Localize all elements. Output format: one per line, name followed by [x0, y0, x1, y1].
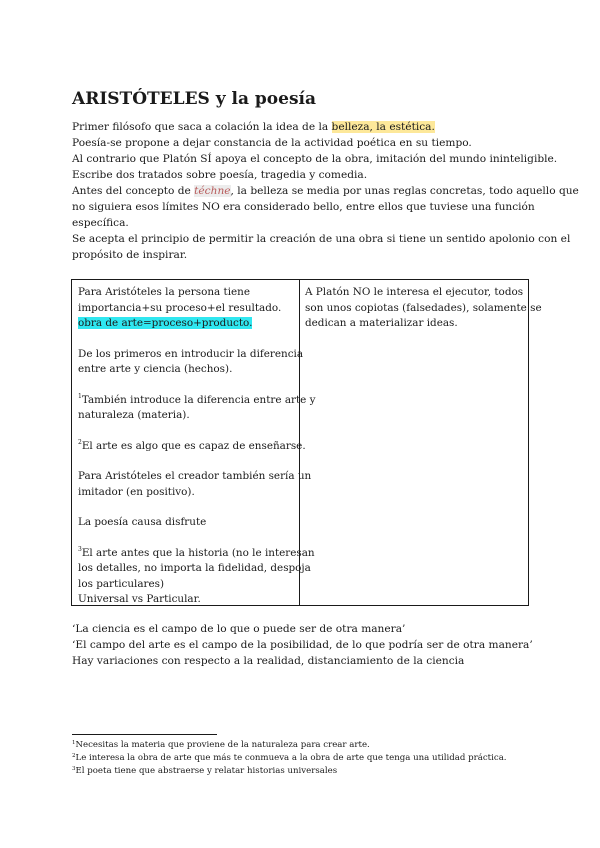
footnote-2	[72, 752, 507, 764]
cell-line: son unos copiotas (falsedades), solamente se	[305, 301, 542, 314]
intro-line-6: no siguiera esos límites NO era considerado bello, entre ellos que tuviese una función	[72, 201, 535, 213]
table-cell-platon	[305, 285, 542, 332]
table-cell-aristoteles	[78, 285, 316, 608]
cell-line: importancia+su proceso+el resultado.	[78, 301, 282, 314]
cell-line: dedican a materializar ideas.	[305, 317, 458, 329]
cell-line: naturaleza (materia).	[78, 409, 190, 421]
footnote-number: 3	[72, 766, 76, 772]
cell-text: El arte antes que la historia (no le interesan	[81, 546, 315, 559]
intro-line-8: Se acepta el principio de permitir la creación de una obra si tiene un sentido apolonio con el	[72, 233, 571, 245]
intro-line-2: Poesía-se propone a dejar constancia de la actividad poética en su tiempo.	[72, 137, 472, 149]
footnote-ref-1[interactable]: 1	[78, 392, 82, 400]
highlight-obra-de-arte: obra de arte=proceso+producto.	[78, 317, 253, 329]
cell-line	[78, 316, 296, 332]
intro-line-9: propósito de inspirar.	[72, 249, 188, 261]
footnote-3	[72, 765, 337, 777]
footnote-text: Le interesa la obra de arte que más te conmueva a la obra de arte que tenga una utilidad práctica.	[75, 753, 507, 763]
cell-text: El arte es algo que es capaz de enseñarse.	[81, 439, 306, 452]
intro-line-5	[72, 183, 579, 199]
footnote-ref-2[interactable]: 2	[78, 438, 82, 446]
footnote-1	[72, 739, 370, 751]
comparison-table	[71, 279, 542, 606]
cell-line: Para Aristóteles el creador también sería un	[78, 470, 312, 482]
cell-line: La poesía causa disfrute	[78, 516, 207, 528]
cell-line: A Platón NO le interesa el ejecutor, todos	[305, 286, 524, 298]
cell-line	[78, 545, 315, 562]
highlight-belleza: belleza, la estética.	[331, 121, 435, 133]
intro-text: , la belleza se media por unas reglas concretas, todo aquello que	[230, 185, 579, 197]
cell-line: los particulares)	[78, 577, 165, 590]
intro-line-1	[72, 119, 435, 135]
quote-variaciones: Hay variaciones con respecto a la realidad, distanciamiento de la ciencia	[72, 655, 465, 667]
cell-text: También introduce la diferencia entre arte y	[81, 393, 316, 406]
cell-line	[78, 438, 306, 455]
footnote-text: Necesitas la materia que proviene de la naturaleza para crear arte.	[75, 740, 370, 750]
cell-line: imitador (en positivo).	[78, 485, 195, 498]
cell-line: Universal vs Particular.	[78, 593, 201, 605]
cell-line	[78, 392, 316, 409]
intro-line-4: Escribe dos tratados sobre poesía, tragedia y comedia.	[72, 169, 368, 181]
intro-text: Antes del concepto de	[72, 185, 195, 197]
cell-line: Para Aristóteles la persona tiene	[78, 286, 251, 298]
footnote-ref-3[interactable]: 3	[78, 545, 82, 553]
footnote-number: 2	[72, 753, 76, 759]
intro-text: Primer filósofo que saca a colación la idea de la	[72, 121, 332, 133]
footnote-separator	[72, 734, 217, 735]
intro-line-3: Al contrario que Platón SÍ apoya el concepto de la obra, imitación del mundo ininteligible.	[72, 153, 558, 165]
quote-ciencia: ‘La ciencia es el campo de lo que o puede ser de otra manera’	[72, 623, 406, 635]
footnote-text: El poeta tiene que abstraerse y relatar historias universales	[75, 766, 338, 776]
term-techne: téchne	[194, 185, 231, 197]
quote-arte: ‘El campo del arte es el campo de la posibilidad, de lo que podría ser de otra manera’	[72, 639, 533, 651]
page-title: ARISTÓTELES y la poesía	[72, 89, 316, 109]
cell-line: De los primeros en introducir la diferencia	[78, 347, 304, 360]
cell-line: los detalles, no importa la fidelidad, despoja	[78, 562, 311, 574]
footnote-number: 1	[72, 740, 76, 746]
cell-line: entre arte y ciencia (hechos).	[78, 363, 233, 375]
intro-line-7: específica.	[72, 217, 129, 229]
